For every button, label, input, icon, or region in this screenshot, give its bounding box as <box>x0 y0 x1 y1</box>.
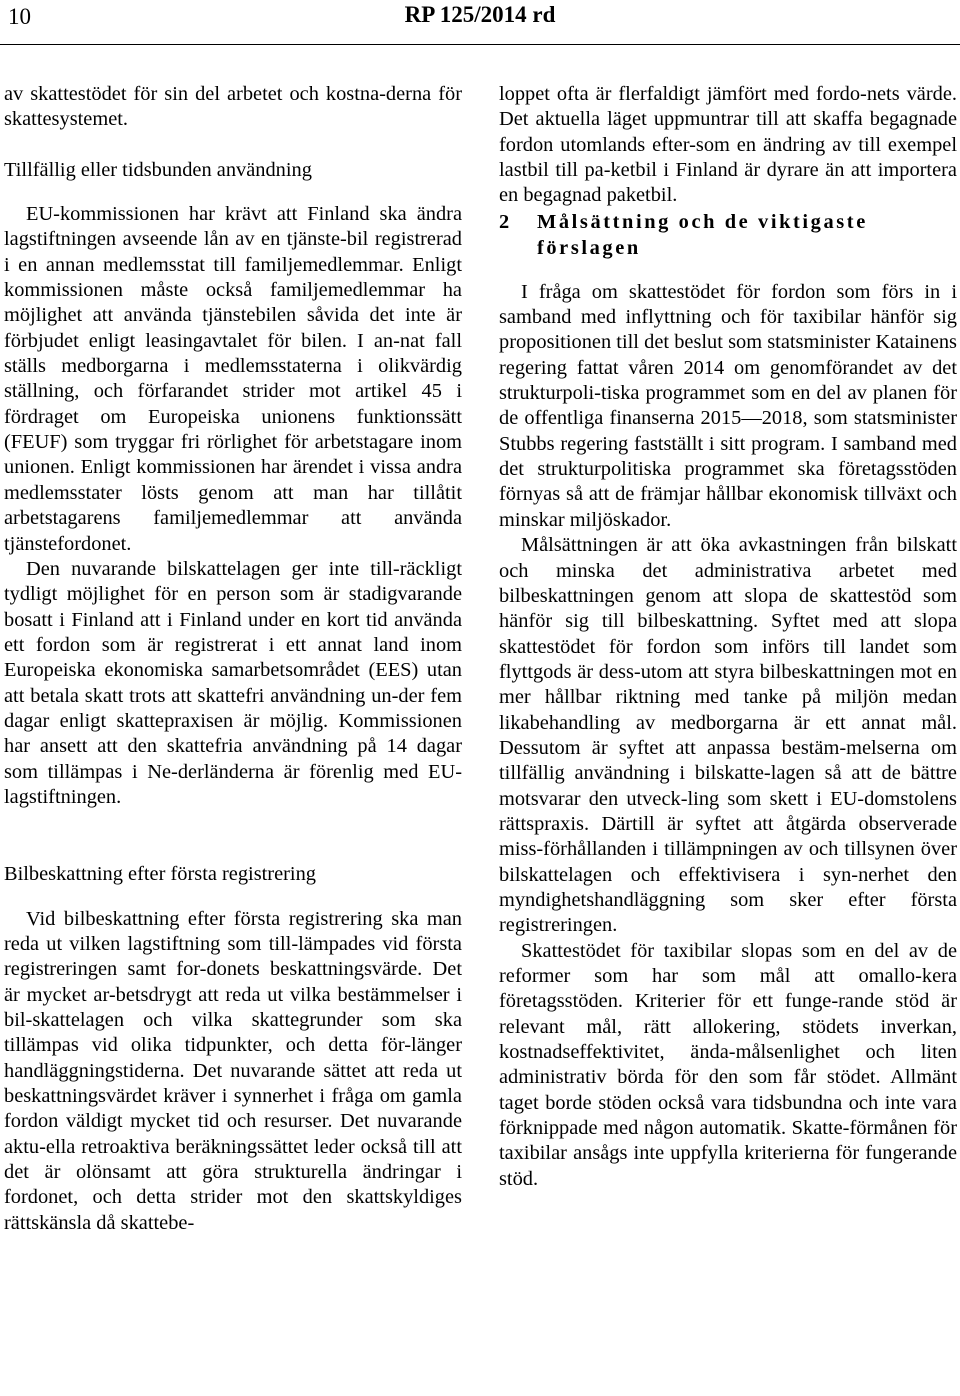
paragraph-taxi-support: Skattestödet för taxibilar slopas som en del av de reformer som har som mål att omallo-kera företagsstöden. Kriterier för ett funge-rande stöd är relevant mål, rätt allokering, stödets inverkan, kostnadseffektivitet, ända-målsenlighet och liten administrativ börda för den som får stödet. Allmänt taget borde stöden också vara tidsbundna och inte vara förknippade med någon automatik. Skatte-förmånen för taxibilar ansågs inte uppfylla kriterierna för fungerande stöd. <box>499 939 957 1190</box>
right-column <box>499 82 957 1192</box>
subheading-taxation-after-registration: Bilbeskattning efter första registrering <box>4 863 316 886</box>
page-number: 10 <box>8 4 31 29</box>
subheading-temporary-use: Tillfällig eller tidsbunden användning <box>4 158 312 181</box>
paragraph-continued: av skattestödet för sin del arbetet och kostna-derna för skattesystemet. <box>4 83 462 131</box>
document-reference: RP 125/2014 rd <box>404 2 556 27</box>
left-column <box>4 82 462 1236</box>
paragraph-taxation-after-registration: Vid bilbeskattning efter första registrering ska man reda ut vilken lagstiftning som till-lämpades vid första registreringen samt for-donets beskattningsvärde. Det är mycket ar-betsdrygt att reda ut vilka bestämmelser i bil-skattelagen och vilka skattegrunder som ska tillämpas vid olika tidpunkter, och detta för-länger handläggningstiderna. Det nuvarande sättet att reda ut beskattningsvärdet kräver i synnerhet i fråga om gamla fordon väldigt mycket tid och resurser. Det nuvarande aktu-ella retroaktiva beräkningssättet leder också till att det är olönsamt att göra strukturella ändringar i fordonet, och detta strider mot den skattskyldiges rättskänsla då skattebe- <box>4 907 462 1234</box>
paragraph-continued-right: loppet ofta är flerfaldigt jämfört med fordo-nets värde. Det aktuella läget uppmuntrar till att skaffa begagnade fordon utomlands efter-som en ändring av till exempel lastbil till pa-ketbil i Finland är dyrare än att importera en begagnad paketbil. <box>499 83 957 207</box>
paragraph-tax-support: I fråga om skattestödet för fordon som förs in i samband med inflyttning och för taxibilar hänför sig propositionen till det beslut som statsminister Katainens regering fattat våren 2014 om genomförandet av det strukturpoli-tiska programmet som en del av planen för de offentliga finanserna 2015—2018, som statsminister Stubbs regering fastställt i sitt program. I samband med det strukturpolitiska programmet ska företagsstöden förnyas så att de främjar hållbar ekonomisk tillväxt och minskar miljöskador. <box>499 280 957 531</box>
section-title: Målsättning och de viktigaste förslagen <box>537 210 868 259</box>
paragraph-eu-commission: EU-kommissionen har krävt att Finland ska ändra lagstiftningen avseende lån av en tjänste-bil registrerad i en annan medlemsstat till familjemedlemmar. Enligt kommissionen måste också familjemedlemmar ha möjlighet att använda tjänstebilen såvida det inte är förbjudet enligt leasingavtalet för bilen. I an-nat fall ställs medborgarna i medlemsstaterna i olikvärdig ställning, och förfarandet strider mot artikel 45 i fördraget om Europeiska unionens funktionssätt (FEUF) som tryggar fri rörlighet för arbetstagare inom unionen. Enligt kommissionen har ärendet i vissa andra medlemsstater lösts genom att man har tillåtit arbetstagarens familjemedlemmar att använda tjänstefordonet. <box>4 203 462 555</box>
paragraph-car-tax-law: Den nuvarande bilskattelagen ger inte till-räckligt tydligt möjlighet för en person som är stadigvarande bosatt i Finland att i Finland under en kort tid använda ett fordon som är registrerat i ett annat land inom Europeiska ekonomiska samarbetsområdet (EES) utan att betala skatt trots att skattefri användning un-der fem dagar enligt skattepraxisen är möjlig. Kommissionen har ansett att den skattefria användning på 14 dagar som tillämpas i Ne-derländerna är förenlig med EU-lagstiftningen. <box>4 557 462 808</box>
paragraph-objective: Målsättningen är att öka avkastningen från bilskatt och minska det administrativa arbetet med bilbeskattningen genom att slopa de skattestöd som hänför sig till bilbeskattning. Syftet med att slopa skattestödet för fordon som införs till landet som flyttgods är dess-utom att styra bilbeskattningen mot en mer hållbar riktning med tanke på miljön medan likabehandling av medborgarna är ett annat mål. Dessutom är syftet att anpassa bestäm-melserna om tillfällig användning i bilskatte-lagen så att de bättre motsvarar den utveck-ling som skett i EU-domstolens rättspraxis. Därtill är syftet att åtgärda observerade miss-förhållanden i tillämpningen av och tillsynen över bilskattelagen och effektivisera i syn-nerhet den myndighetshandläggning som sker efter första registreringen. <box>499 534 957 937</box>
page-header <box>0 0 960 45</box>
section-heading <box>499 209 957 261</box>
section-number: 2 <box>499 210 510 233</box>
